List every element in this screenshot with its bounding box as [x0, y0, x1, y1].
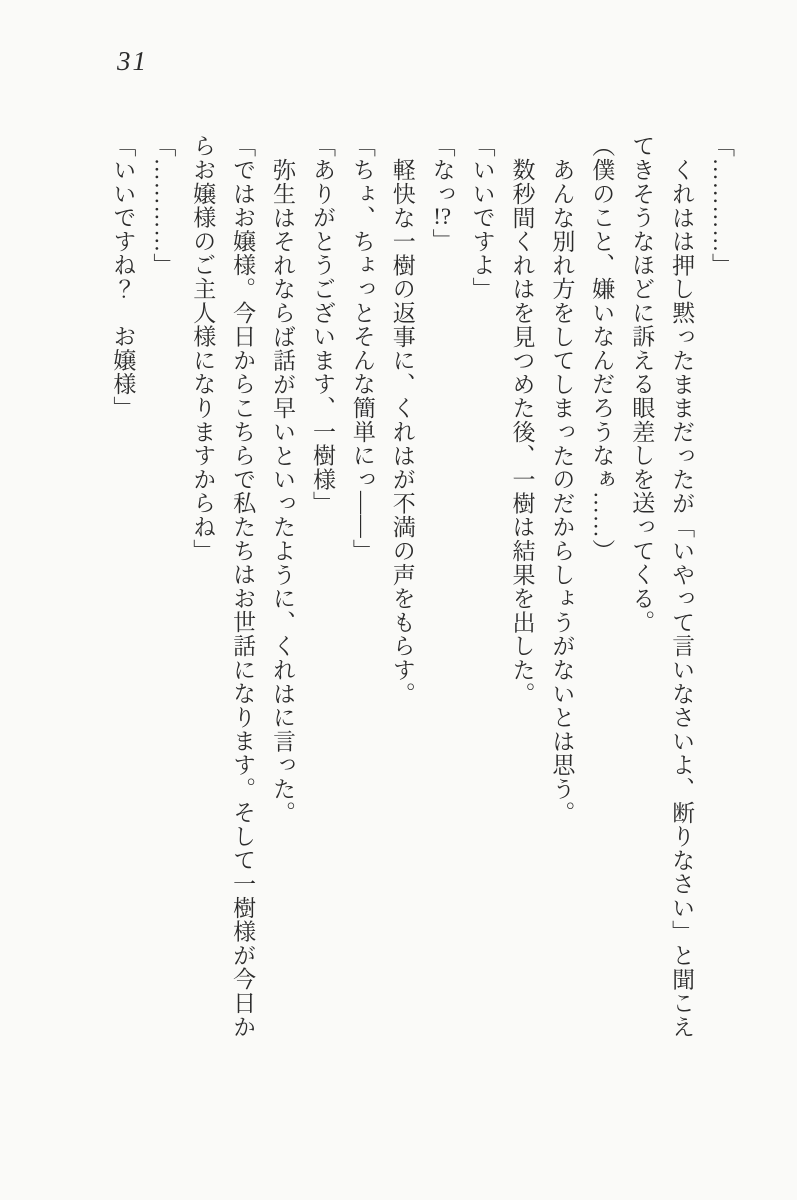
text-line: 「いいですね？ お嬢様」 — [110, 134, 136, 420]
text-line: くれはは押し黙ったままだったが「いやって言いなさいよ、断りなさい」と聞こえ — [669, 158, 695, 1039]
text-line: 「ちょ、ちょっとそんな簡単にっ――」 — [349, 134, 375, 563]
text-line: 「ありがとうございます、一樹様」 — [309, 134, 335, 515]
text-line: 「…………」 — [150, 134, 176, 277]
tatechuyoko-exclamation: !? — [433, 205, 452, 229]
text-line: あんな別れ方をしてしまったのだからしょうがないとは思う。 — [549, 158, 575, 825]
text-line: 「…………」 — [709, 134, 734, 277]
text-line: 「ではお嬢様。今日からこちらで私たちはお世話になります。そして一樹様が今日か — [230, 134, 256, 1039]
text-line: （僕のこと、嫌いなんだろうなぁ……） — [589, 134, 615, 563]
text-line: 軽快な一樹の返事に、くれはが不満の声をもらす。 — [389, 158, 415, 706]
text-line: 数秒間くれはを見つめた後、一樹は結果を出した。 — [509, 158, 535, 706]
text-line: 弥生はそれならば話が早いといったように、くれはに言った。 — [270, 158, 296, 825]
text-line: 「なっ!?」 — [429, 134, 455, 253]
text-line: 「いいですよ」 — [469, 134, 495, 301]
page-number: 31 — [117, 46, 148, 76]
text-line: てきそうなほどに訴える眼差しを送ってくる。 — [629, 134, 655, 634]
vertical-text-block — [103, 134, 742, 1039]
text-line: らお嬢様のご主人様になりますからね」 — [190, 134, 216, 563]
